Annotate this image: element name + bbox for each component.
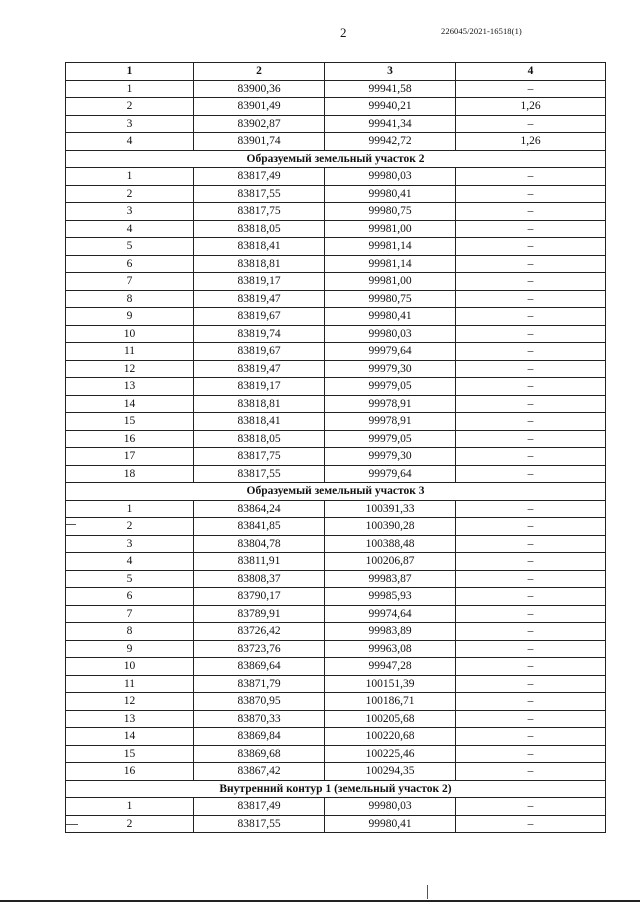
table-cell: 14 bbox=[66, 395, 194, 413]
table-row bbox=[66, 588, 606, 606]
scan-artifact bbox=[427, 885, 428, 899]
table-cell: – bbox=[456, 220, 606, 238]
table-cell: 3 bbox=[66, 535, 194, 553]
table-cell: 83817,75 bbox=[194, 203, 325, 221]
table-cell: 7 bbox=[66, 605, 194, 623]
table-cell: 100294,35 bbox=[325, 763, 456, 781]
table-cell: 99980,03 bbox=[325, 325, 456, 343]
page-number: 2 bbox=[340, 25, 347, 40]
table-cell: 13 bbox=[66, 710, 194, 728]
table-cell: 1,26 bbox=[456, 98, 606, 116]
table-row bbox=[66, 658, 606, 676]
table-cell: 100206,87 bbox=[325, 553, 456, 571]
table-cell: 5 bbox=[66, 238, 194, 256]
table-cell: 6 bbox=[66, 255, 194, 273]
table-cell: 99941,58 bbox=[325, 80, 456, 98]
table-cell: – bbox=[456, 80, 606, 98]
table-cell: 100225,46 bbox=[325, 745, 456, 763]
table-cell: 2 bbox=[66, 185, 194, 203]
table-cell: 83869,68 bbox=[194, 745, 325, 763]
table-cell: 99981,00 bbox=[325, 220, 456, 238]
table-cell: – bbox=[456, 763, 606, 781]
table-cell: 100391,33 bbox=[325, 500, 456, 518]
table-cell: 83841,85 bbox=[194, 518, 325, 536]
table-cell: 10 bbox=[66, 658, 194, 676]
table-row bbox=[66, 815, 606, 833]
table-cell: – bbox=[456, 553, 606, 571]
table-cell: – bbox=[456, 395, 606, 413]
table-cell: 83870,95 bbox=[194, 693, 325, 711]
table-cell: – bbox=[456, 255, 606, 273]
bottom-edge-rule bbox=[0, 900, 640, 902]
table-header-row bbox=[66, 63, 606, 81]
table-cell: 99974,64 bbox=[325, 605, 456, 623]
table-cell: 99981,14 bbox=[325, 238, 456, 256]
table-cell: 1 bbox=[66, 500, 194, 518]
table-cell: 16 bbox=[66, 430, 194, 448]
table-cell: 4 bbox=[66, 220, 194, 238]
table-row bbox=[66, 273, 606, 291]
table-cell: 99979,30 bbox=[325, 360, 456, 378]
table-cell: 99980,41 bbox=[325, 815, 456, 833]
table-row bbox=[66, 360, 606, 378]
table-cell: 83818,41 bbox=[194, 238, 325, 256]
scan-artifact bbox=[66, 524, 76, 525]
table-cell: 99981,00 bbox=[325, 273, 456, 291]
table-cell: 83811,91 bbox=[194, 553, 325, 571]
table-cell: 2 bbox=[66, 98, 194, 116]
table-cell: – bbox=[456, 710, 606, 728]
table-cell: – bbox=[456, 325, 606, 343]
table-cell: 83818,41 bbox=[194, 413, 325, 431]
table-cell: 83818,05 bbox=[194, 220, 325, 238]
table-cell: 83818,81 bbox=[194, 255, 325, 273]
table-row bbox=[66, 115, 606, 133]
table-cell: 100390,28 bbox=[325, 518, 456, 536]
table-cell: 3 bbox=[66, 115, 194, 133]
table-cell: 4 bbox=[66, 553, 194, 571]
table-cell: 83804,78 bbox=[194, 535, 325, 553]
table-cell: – bbox=[456, 448, 606, 466]
table-cell: 5 bbox=[66, 570, 194, 588]
table-row bbox=[66, 308, 606, 326]
table-cell: – bbox=[456, 518, 606, 536]
table-cell: 99978,91 bbox=[325, 413, 456, 431]
table-cell: 12 bbox=[66, 360, 194, 378]
table-cell: 99980,75 bbox=[325, 290, 456, 308]
table-cell: – bbox=[456, 308, 606, 326]
table-cell: 12 bbox=[66, 693, 194, 711]
table-cell: 83869,64 bbox=[194, 658, 325, 676]
table-cell: 15 bbox=[66, 745, 194, 763]
table-cell: – bbox=[456, 798, 606, 816]
table-cell: – bbox=[456, 465, 606, 483]
table-cell: 83817,75 bbox=[194, 448, 325, 466]
table-cell: – bbox=[456, 343, 606, 361]
table-row bbox=[66, 430, 606, 448]
table-cell: 83871,79 bbox=[194, 675, 325, 693]
table-row bbox=[66, 80, 606, 98]
table-row bbox=[66, 605, 606, 623]
table-cell: 83869,84 bbox=[194, 728, 325, 746]
table-cell: 99947,28 bbox=[325, 658, 456, 676]
table-cell: 18 bbox=[66, 465, 194, 483]
table-cell: – bbox=[456, 640, 606, 658]
section-title: Образуемый земельный участок 3 bbox=[66, 483, 606, 501]
table-row bbox=[66, 395, 606, 413]
table-row bbox=[66, 553, 606, 571]
scan-artifact bbox=[66, 824, 78, 825]
table-cell: 9 bbox=[66, 640, 194, 658]
table-cell: 83819,67 bbox=[194, 343, 325, 361]
table-cell: 4 bbox=[66, 133, 194, 151]
table-cell: – bbox=[456, 815, 606, 833]
coordinates-table bbox=[65, 62, 606, 833]
table-cell: 83901,74 bbox=[194, 133, 325, 151]
table-cell: 11 bbox=[66, 343, 194, 361]
column-header-4: 4 bbox=[456, 63, 606, 81]
table-cell: – bbox=[456, 360, 606, 378]
table-cell: 83819,17 bbox=[194, 273, 325, 291]
table-cell: 83901,49 bbox=[194, 98, 325, 116]
table-cell: – bbox=[456, 273, 606, 291]
table-cell: 83819,47 bbox=[194, 360, 325, 378]
table-row bbox=[66, 378, 606, 396]
table-cell: – bbox=[456, 605, 606, 623]
table-cell: 83818,81 bbox=[194, 395, 325, 413]
table-cell: 99979,64 bbox=[325, 343, 456, 361]
table-cell: – bbox=[456, 693, 606, 711]
table-row bbox=[66, 763, 606, 781]
table-cell: 2 bbox=[66, 815, 194, 833]
column-header-1: 1 bbox=[66, 63, 194, 81]
table-row bbox=[66, 728, 606, 746]
table-row bbox=[66, 238, 606, 256]
table-cell: 99940,21 bbox=[325, 98, 456, 116]
table-cell: 15 bbox=[66, 413, 194, 431]
table-cell: 100205,68 bbox=[325, 710, 456, 728]
table-row bbox=[66, 798, 606, 816]
table-cell: 99980,41 bbox=[325, 185, 456, 203]
table-cell: 7 bbox=[66, 273, 194, 291]
table-cell: 99981,14 bbox=[325, 255, 456, 273]
table-row bbox=[66, 343, 606, 361]
table-cell: 83819,67 bbox=[194, 308, 325, 326]
table-row bbox=[66, 133, 606, 151]
table-cell: 99979,05 bbox=[325, 378, 456, 396]
table-cell: 83870,33 bbox=[194, 710, 325, 728]
table-cell: – bbox=[456, 500, 606, 518]
table-cell: 83789,91 bbox=[194, 605, 325, 623]
table-cell: 83867,42 bbox=[194, 763, 325, 781]
table-cell: 13 bbox=[66, 378, 194, 396]
table-cell: – bbox=[456, 378, 606, 396]
table-cell: 83817,49 bbox=[194, 168, 325, 186]
table-cell: 83864,24 bbox=[194, 500, 325, 518]
table-row bbox=[66, 518, 606, 536]
table-cell: 99985,93 bbox=[325, 588, 456, 606]
table-cell: 100151,39 bbox=[325, 675, 456, 693]
table-cell: – bbox=[456, 588, 606, 606]
table-row bbox=[66, 255, 606, 273]
table-cell: 100388,48 bbox=[325, 535, 456, 553]
table-cell: 2 bbox=[66, 518, 194, 536]
table-cell: 83817,55 bbox=[194, 185, 325, 203]
table-cell: 83818,05 bbox=[194, 430, 325, 448]
table-cell: 83817,55 bbox=[194, 465, 325, 483]
table-cell: 1 bbox=[66, 168, 194, 186]
table-cell: 99941,34 bbox=[325, 115, 456, 133]
table-row bbox=[66, 185, 606, 203]
table-cell: 83819,17 bbox=[194, 378, 325, 396]
table-cell: – bbox=[456, 675, 606, 693]
table-cell: 1 bbox=[66, 80, 194, 98]
column-header-2: 2 bbox=[194, 63, 325, 81]
table-cell: 1 bbox=[66, 798, 194, 816]
table-row bbox=[66, 710, 606, 728]
table-cell: 16 bbox=[66, 763, 194, 781]
table-cell: – bbox=[456, 413, 606, 431]
table-cell: 100186,71 bbox=[325, 693, 456, 711]
table-cell: – bbox=[456, 115, 606, 133]
table-row bbox=[66, 745, 606, 763]
table-row bbox=[66, 168, 606, 186]
table-cell: 99983,87 bbox=[325, 570, 456, 588]
table-cell: – bbox=[456, 203, 606, 221]
section-header-row bbox=[66, 150, 606, 168]
table-cell: – bbox=[456, 745, 606, 763]
table-cell: 1,26 bbox=[456, 133, 606, 151]
table-cell: 99978,91 bbox=[325, 395, 456, 413]
table-cell: 83817,55 bbox=[194, 815, 325, 833]
table-cell: 3 bbox=[66, 203, 194, 221]
table-cell: 17 bbox=[66, 448, 194, 466]
table-cell: 83790,17 bbox=[194, 588, 325, 606]
table-cell: 99980,41 bbox=[325, 308, 456, 326]
table-cell: 83902,87 bbox=[194, 115, 325, 133]
table-cell: 83723,76 bbox=[194, 640, 325, 658]
table-cell: 11 bbox=[66, 675, 194, 693]
section-title: Образуемый земельный участок 2 bbox=[66, 150, 606, 168]
document-id: 226045/2021-16518(1) bbox=[441, 26, 522, 36]
table-cell: – bbox=[456, 658, 606, 676]
table-cell: 8 bbox=[66, 623, 194, 641]
table-cell: – bbox=[456, 728, 606, 746]
section-header-row bbox=[66, 780, 606, 798]
table-cell: 14 bbox=[66, 728, 194, 746]
table-cell: – bbox=[456, 290, 606, 308]
table-cell: 100220,68 bbox=[325, 728, 456, 746]
table-cell: – bbox=[456, 168, 606, 186]
table-cell: 99980,03 bbox=[325, 168, 456, 186]
table-row bbox=[66, 465, 606, 483]
table-cell: 99980,03 bbox=[325, 798, 456, 816]
table-cell: 83808,37 bbox=[194, 570, 325, 588]
table-row bbox=[66, 98, 606, 116]
table-row bbox=[66, 220, 606, 238]
table-row bbox=[66, 693, 606, 711]
table-row bbox=[66, 675, 606, 693]
table-cell: 10 bbox=[66, 325, 194, 343]
table-cell: 99942,72 bbox=[325, 133, 456, 151]
table-cell: 8 bbox=[66, 290, 194, 308]
table-body bbox=[66, 80, 606, 833]
table-row bbox=[66, 623, 606, 641]
table-cell: 83819,47 bbox=[194, 290, 325, 308]
section-title: Внутренний контур 1 (земельный участок 2) bbox=[66, 780, 606, 798]
table-row bbox=[66, 203, 606, 221]
table-row bbox=[66, 500, 606, 518]
table-cell: – bbox=[456, 570, 606, 588]
table-cell: – bbox=[456, 185, 606, 203]
table-cell: 99979,30 bbox=[325, 448, 456, 466]
column-header-3: 3 bbox=[325, 63, 456, 81]
table-cell: 99980,75 bbox=[325, 203, 456, 221]
table-cell: – bbox=[456, 238, 606, 256]
table-row bbox=[66, 413, 606, 431]
table-cell: – bbox=[456, 430, 606, 448]
table-cell: 83817,49 bbox=[194, 798, 325, 816]
table-row bbox=[66, 640, 606, 658]
table-cell: 9 bbox=[66, 308, 194, 326]
table-row bbox=[66, 325, 606, 343]
table-cell: 83819,74 bbox=[194, 325, 325, 343]
table-cell: 99983,89 bbox=[325, 623, 456, 641]
table-cell: 99979,05 bbox=[325, 430, 456, 448]
table-cell: 6 bbox=[66, 588, 194, 606]
table-cell: – bbox=[456, 623, 606, 641]
table-cell: 99963,08 bbox=[325, 640, 456, 658]
table-row bbox=[66, 570, 606, 588]
section-header-row bbox=[66, 483, 606, 501]
table-cell: 83726,42 bbox=[194, 623, 325, 641]
table-cell: 99979,64 bbox=[325, 465, 456, 483]
table-row bbox=[66, 448, 606, 466]
table-cell: 83900,36 bbox=[194, 80, 325, 98]
table-cell: – bbox=[456, 535, 606, 553]
table-row bbox=[66, 535, 606, 553]
table-row bbox=[66, 290, 606, 308]
